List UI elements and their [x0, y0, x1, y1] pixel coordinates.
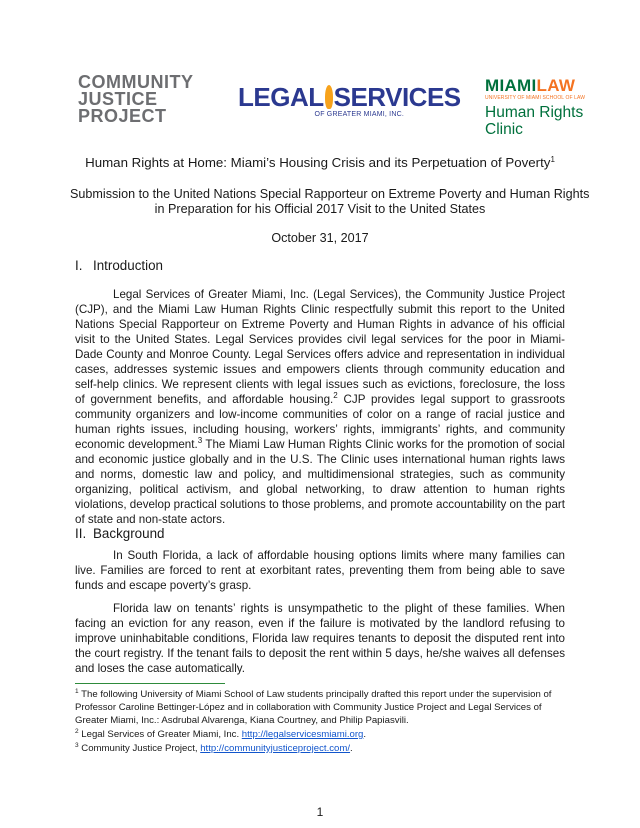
footnote: $^2$ Legal Services of Greater Miami, Inc. http://legalservicesmiami.org.: [75, 728, 367, 740]
logo-line: COMMUNITY: [78, 72, 194, 92]
logo-word: SERVICES: [333, 82, 461, 112]
document-date: October 31, 2017: [271, 231, 369, 245]
legal-services-logo: [238, 82, 461, 118]
logo-subtitle: OF GREATER MIAMI, INC.: [314, 111, 404, 118]
section-heading-introduction: [75, 258, 163, 273]
footnote-ref: 3: [197, 436, 203, 445]
document-subtitle: Submission to the United Nations Special Rapporteur on Extreme Poverty and Human Rights in Preparation for his Official 2017 Visit to the United States: [70, 187, 590, 216]
logo-word: LEGAL: [238, 82, 324, 112]
logo-subtitle: UNIVERSITY OF MIAMI SCHOOL OF LAW: [485, 95, 586, 101]
section-title: Introduction: [93, 258, 163, 273]
legal-services-link[interactable]: http://legalservicesmiami.org: [241, 729, 364, 740]
miami-law-hrc-logo: [485, 77, 595, 138]
background-paragraph: Florida law on tenants’ rights is unsympathetic to the plight of these families. When facing an eviction for any reason, even if the failure is motivated by the landlord refusing to improve uninhabitable conditions, Florida law requires tenants to deposit the disputed rent into the court registry. If the tenant fails to deposit the rent within 5 days, he/she waives all defenses and loses the case automatically.: [75, 602, 565, 675]
logo-line: JUSTICE: [78, 89, 158, 109]
logo-line: PROJECT: [78, 106, 167, 126]
logo-word: MIAMI: [485, 76, 537, 95]
section-number: II.: [75, 526, 87, 541]
page-number: 1: [316, 805, 324, 819]
community-justice-project-link[interactable]: http://communityjusticeproject.com/: [200, 743, 351, 754]
section-title: Background: [93, 526, 165, 541]
footnote-ref: 2: [333, 391, 338, 400]
logo-clinic-line: Human Rights: [485, 104, 584, 121]
logo-word: LAW: [536, 76, 576, 95]
footnote: $^1$ The following University of Miami School of Law students principally drafted this report under the supervision of Professor Caroline Bettinger-López and in collaboration with Community Justice Project and Legal Services of Greater Miami, Inc.: Asdrubal Alvarenga, Kiana Courtney, and Philip Papiasvili.: [75, 688, 552, 726]
logo-clinic-line: Clinic: [485, 121, 523, 138]
document-title: Human Rights at Home: Miami’s Housing Crisis and its Perpetuation of Poverty$^1$: [85, 155, 555, 170]
flame-icon: [325, 85, 333, 109]
introduction-paragraph: Legal Services of Greater Miami, Inc. (Legal Services), the Community Justice Project (CJP), and the Miami Law Human Rights Clinic respectfully submit this report to the United Nations Special Rapporteur on Extreme Poverty and Human Rights in advance of his official visit to the United States. Legal Services provides civil legal services for the poor in Miami-Dade County and Monroe County. Legal Services offers advice and representation in individual cases, addresses systemic issues and empowers clients through community education and self-help clinics. We represent clients with legal issues such as evictions, foreclosure, the loss of government benefits, and affordable housing.$^2$ CJP provides legal support to grassroots community organizers and low-income communities of color on a range of racial justice and human rights issues, including housing, workers’ rights, immigrants’ rights, and community economic development.$^3$ The Miami Law Human Rights Clinic works for the promotion of social and economic justice globally and in the U.S. The Clinic uses international human rights laws and norms, domestic law and policy, and multidimensional strategies, such as community organizing, political activism, and global networking, to draw attention to human rights violations, develop practical solutions to those problems, and promote accountability on the part of state and non-state actors.: [75, 288, 565, 526]
footnote-ref: 1: [550, 155, 555, 164]
footnotes: [75, 688, 565, 756]
community-justice-project-logo: [78, 72, 194, 126]
section-number: I.: [75, 258, 83, 273]
footnote-divider: [75, 683, 225, 684]
section-heading-background: [75, 526, 164, 541]
footnote: $^3$ Community Justice Project, http://communityjusticeproject.com/.: [75, 742, 353, 754]
background-paragraph: In South Florida, a lack of affordable housing options limits where many families can live. Families are forced to rent at exorbitant rates, preventing them from being able to save funds and escape poverty’s grasp.: [75, 549, 565, 592]
